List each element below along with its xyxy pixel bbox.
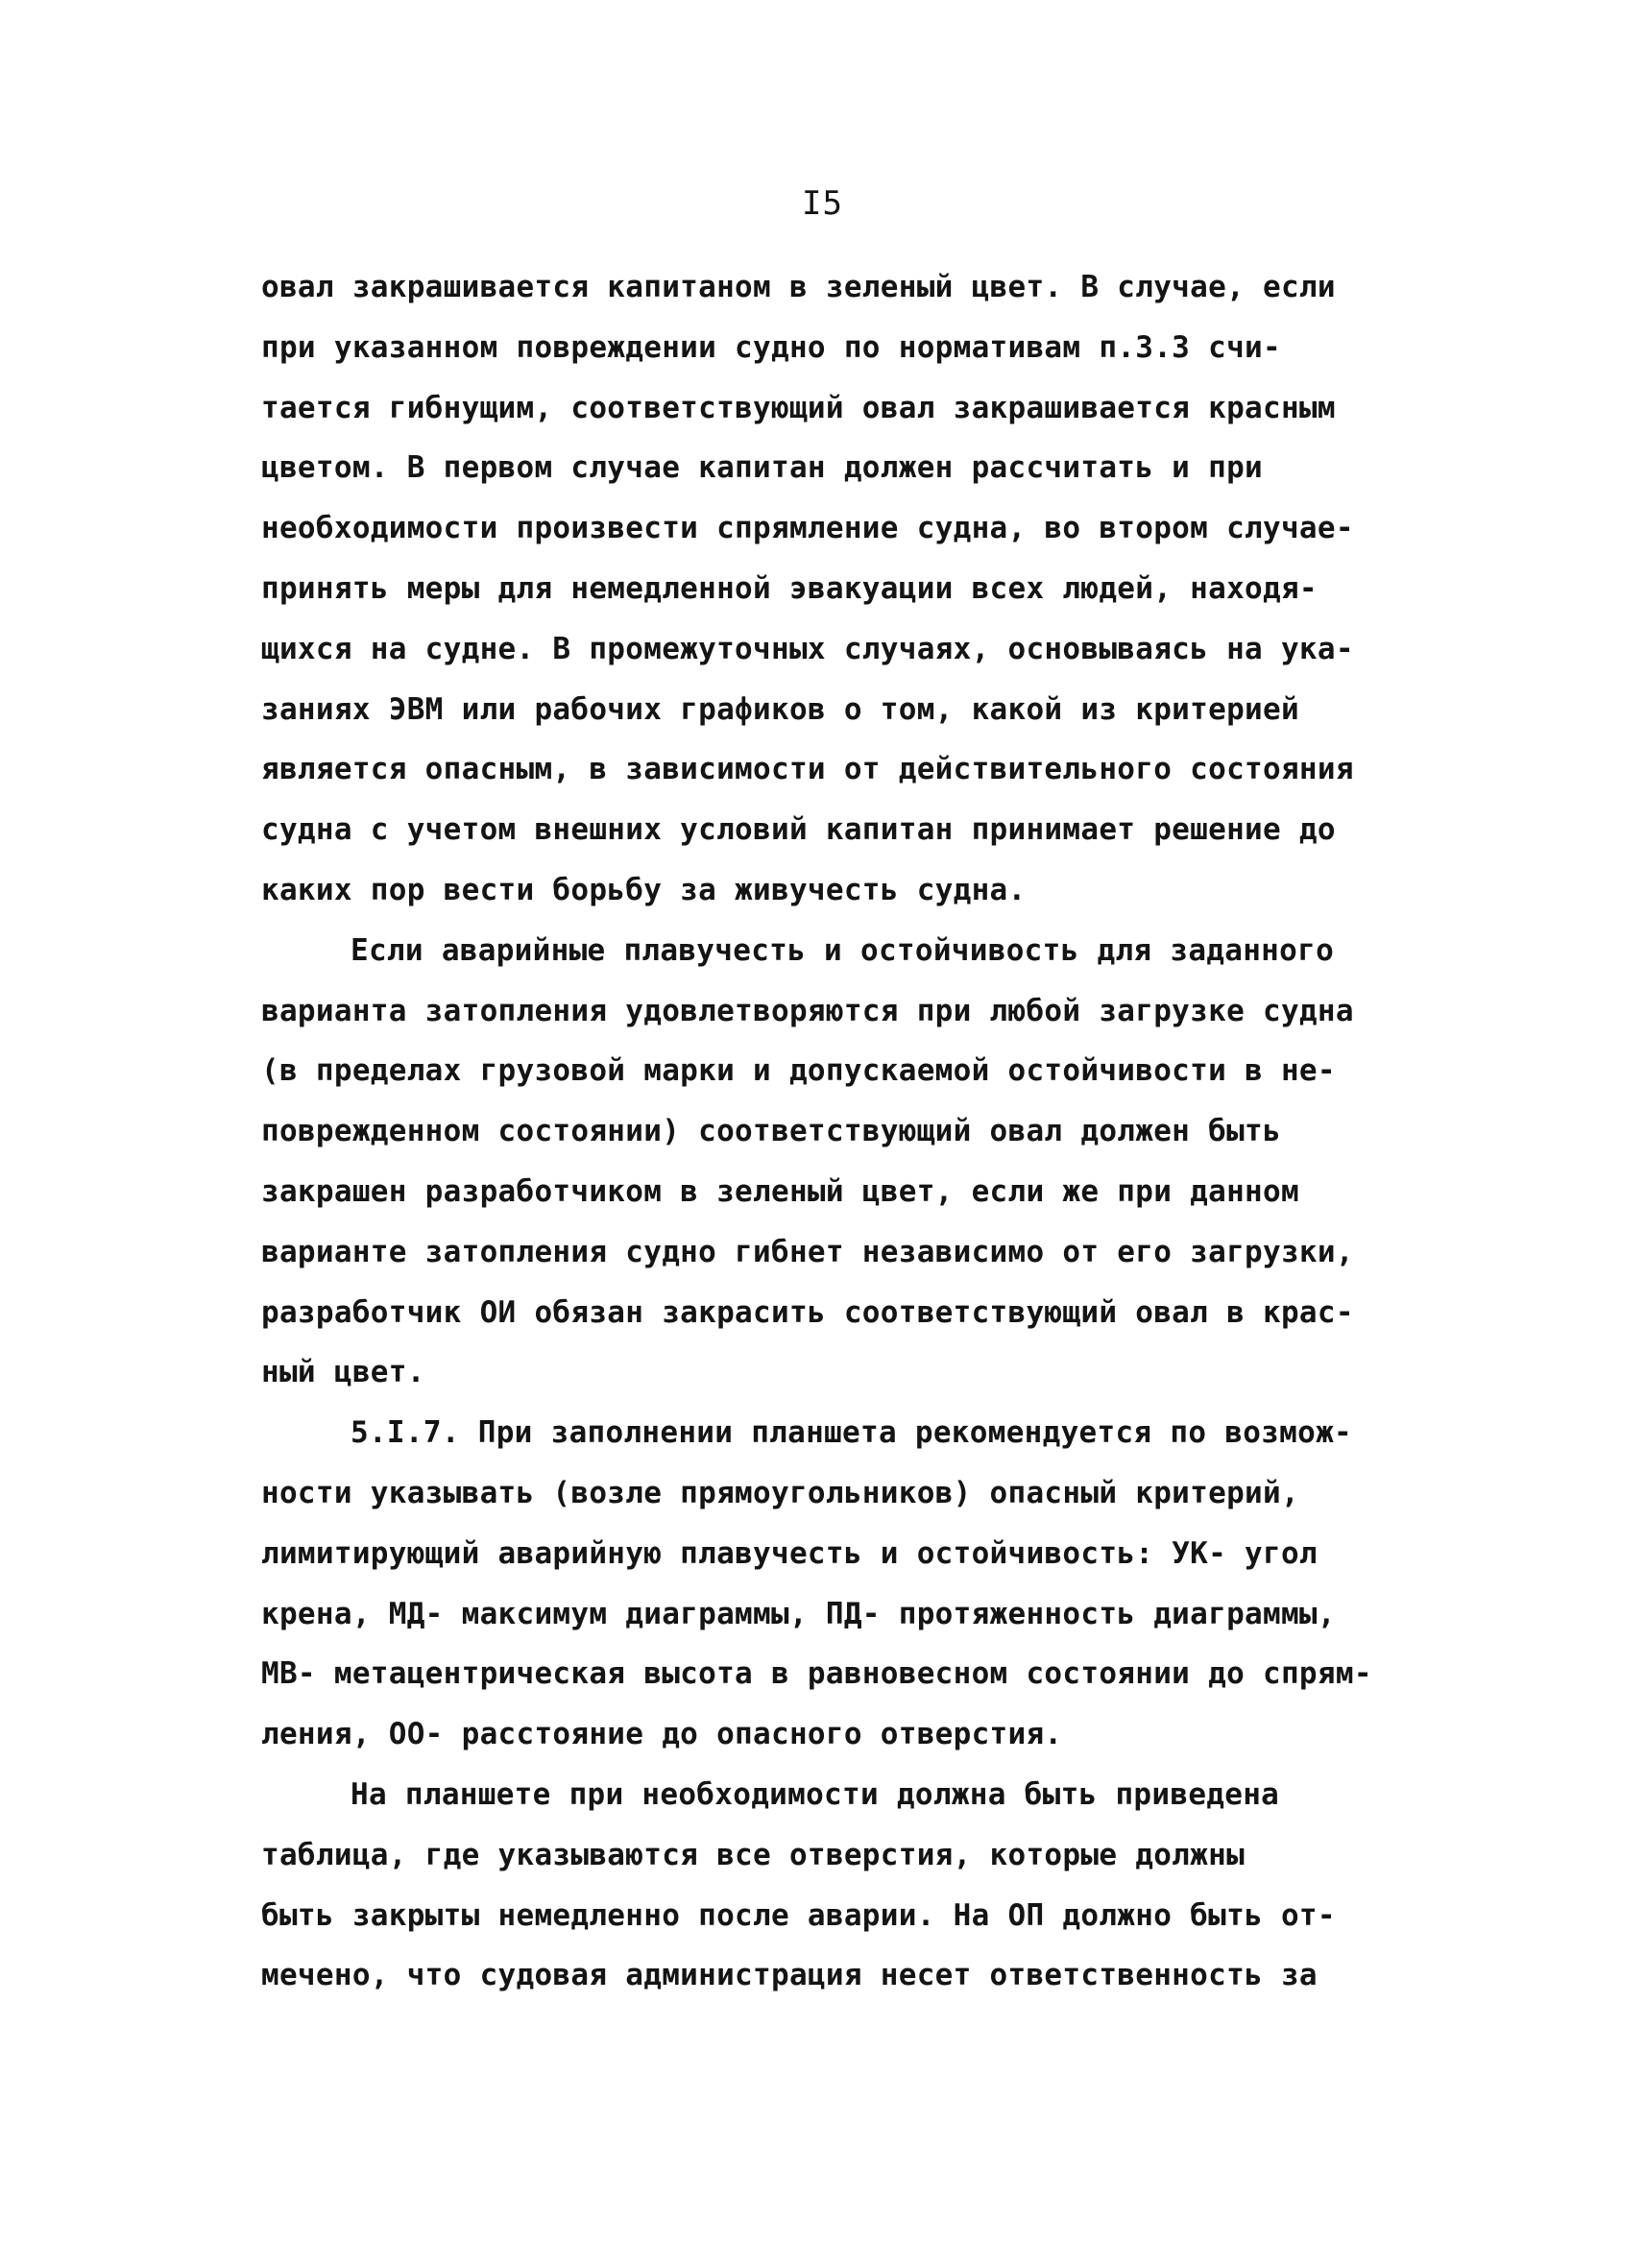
paragraph-3 [261, 1403, 1404, 1765]
text-line: таблица, где указываются все отверстия, которые должны [261, 1837, 1246, 1872]
text-line: является опасным, в зависимости от действительного состояния [261, 752, 1354, 787]
paragraph-1 [261, 257, 1404, 921]
text-line: поврежденном состоянии) соответствующий овал должен быть [261, 1114, 1281, 1149]
text-line: овал закрашивается капитаном в зеленый цвет. В случае, если [261, 270, 1336, 304]
page-number: I5 [802, 184, 843, 223]
paragraph-4 [261, 1765, 1404, 2006]
text-line: тается гибнущим, соответствующий овал закрашивается красным [261, 390, 1336, 425]
text-line: (в пределах грузовой марки и допускаемой остойчивости в не- [261, 1053, 1336, 1089]
text-line: Если аварийные плавучесть и остойчивость для заданного [351, 932, 1335, 968]
text-line: ности указывать (возле прямоугольников) опасный критерий, [261, 1475, 1299, 1510]
text-line: заниях ЭВМ или рабочих графиков о том, какой из критерией [261, 691, 1299, 727]
text-line: варианте затопления судно гибнет независимо от его загрузки, [261, 1234, 1354, 1269]
text-line: щихся на судне. В промежуточных случаях, основываясь на ука- [261, 631, 1354, 666]
text-line: крена, МД- максимум диаграммы, ПД- протяженность диаграммы, [261, 1596, 1336, 1631]
paragraph-2 [261, 921, 1404, 1403]
text-line: закрашен разработчиком в зеленый цвет, если же при данном [261, 1173, 1299, 1209]
text-line: ный цвет. [261, 1355, 425, 1390]
text-line: цветом. В первом случае капитан должен рассчитать и при [261, 450, 1263, 486]
text-line: разработчик ОИ обязан закрасить соответствующий овал в крас- [261, 1294, 1354, 1330]
text-line: принять меры для немедленной эвакуации всех людей, находя- [261, 570, 1318, 606]
text-line: мечено, что судовая администрация несет ответственность за [261, 1958, 1318, 1993]
text-line: МВ- метацентрическая высота в равновесном состоянии до спрям- [261, 1656, 1372, 1692]
text-line: 5.I.7. При заполнении планшета рекомендуется по возмож- [351, 1415, 1352, 1451]
text-line: ления, ОО- расстояние до опасного отверстия. [261, 1717, 1063, 1752]
text-line: На планшете при необходимости должна быть приведена [351, 1776, 1280, 1812]
text-line: быть закрыты немедленно после аварии. На ОП должно быть от- [261, 1897, 1336, 1933]
text-line: необходимости произвести спрямление судна, во втором случае- [261, 511, 1354, 546]
text-line: каких пор вести борьбу за живучесть судна. [261, 872, 1027, 907]
text-line: лимитирующий аварийную плавучесть и остойчивость: УК- угол [261, 1535, 1318, 1571]
body-text [261, 257, 1404, 2006]
text-line: при указанном повреждении судно по нормативам п.3.3 счи- [261, 329, 1281, 365]
text-line: варианта затопления удовлетворяются при любой загрузке судна [261, 993, 1354, 1028]
text-line: судна с учетом внешних условий капитан принимает решение до [261, 812, 1336, 848]
